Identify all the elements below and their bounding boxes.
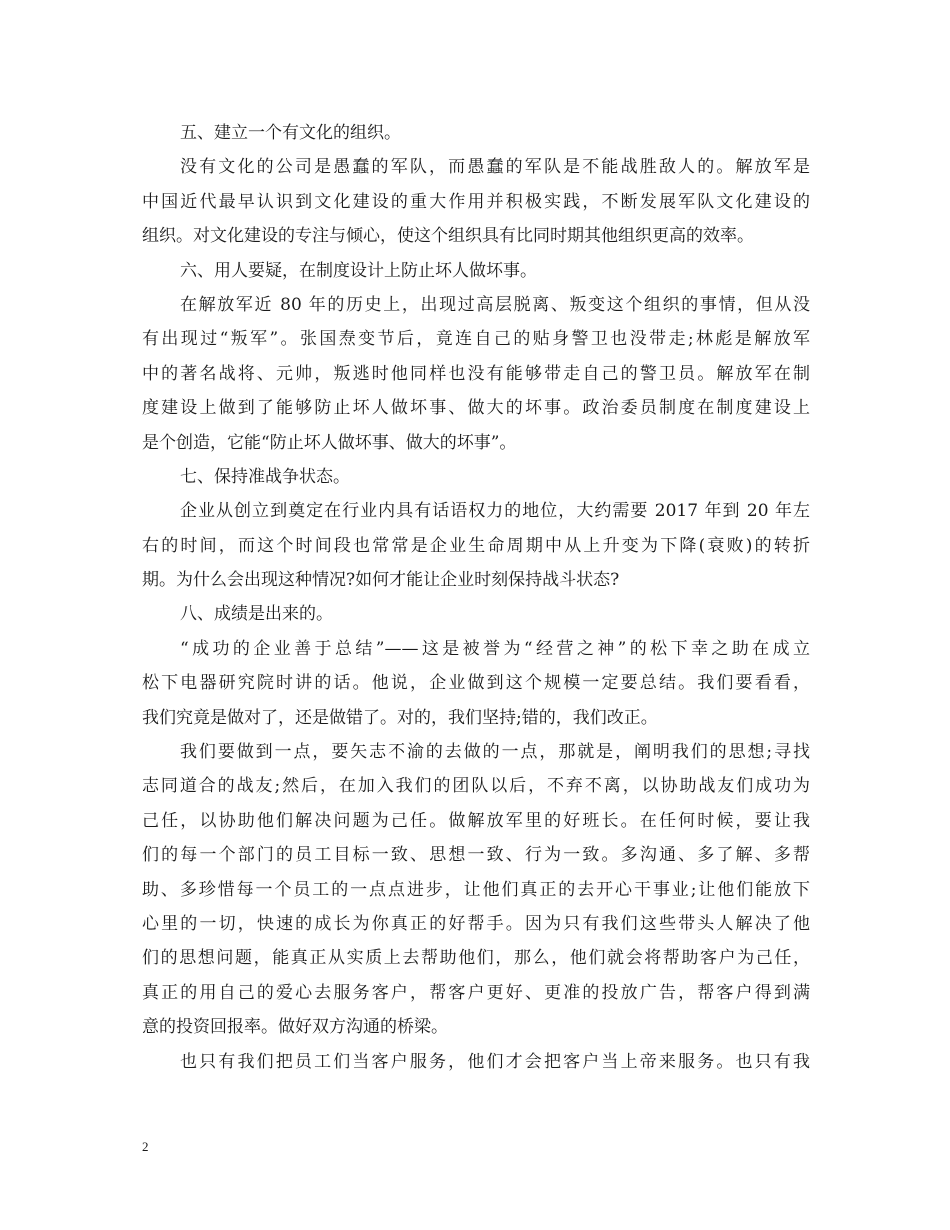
text-line: 组织。对文化建设的专注与倾心，使这个组织具有比同时期其他组织更高的效率。 [142,226,754,247]
text-line: 助、多珍惜每一个员工的一点点进步，让他们真正的去开心干事业;让他们能放下 [142,879,810,900]
text-line: 度建设上做到了能够防止坏人做坏事、做大的坏事。政治委员制度在制度建设上 [142,398,810,419]
text-line: 七、保持准战争状态。 [180,466,350,487]
text-line: 右的时间，而这个时间段也常常是企业生命周期中从上升变为下降(衰败)的转折 [142,535,810,556]
text-line: 六、用人要疑，在制度设计上防止坏人做坏事。 [180,260,537,281]
text-line: 中国近代最早认识到文化建设的重大作用并积极实践，不断发展军队文化建设的 [142,191,810,212]
text-line: 心里的一切，快速的成长为你真正的好帮手。因为只有我们这些带头人解决了他 [142,913,810,934]
text-line: 们的思想问题，能真正从实质上去帮助他们，那么，他们就会将帮助客户为己任， [142,948,810,969]
text-line: 八、成绩是出来的。 [180,604,333,625]
document-body [142,116,810,1079]
text-line: 没有文化的公司是愚蠢的军队，而愚蠢的军队是不能战胜敌人的。解放军是 [180,157,810,178]
text-line: 有出现过“叛军”。张国焘变节后，竟连自己的贴身警卫也没带走;林彪是解放军 [142,329,810,350]
page-number: 2 [142,1139,149,1154]
text-line: 们的每一个部门的员工目标一致、思想一致、行为一致。多沟通、多了解、多帮 [142,845,810,866]
text-line: 是个创造，它能“防止坏人做坏事、做大的坏事”。 [142,432,517,453]
text-line: 在解放军近 80 年的历史上，出现过高层脱离、叛变这个组织的事情，但从没 [180,294,810,315]
text-line: 我们究竟是做对了，还是做错了。对的，我们坚持;错的，我们改正。 [142,707,658,728]
text-line: 志同道合的战友;然后，在加入我们的团队以后，不弃不离，以协助战友们成功为 [142,776,810,797]
text-line: “成功的企业善于总结”——这是被誉为“经营之神”的松下幸之助在成立 [180,638,810,659]
text-line: 己任，以协助他们解决问题为己任。做解放军里的好班长。在任何时候，要让我 [142,810,810,831]
text-line: 五、建立一个有文化的组织。 [180,123,401,143]
text-line: 企业从创立到奠定在行业内具有话语权力的地位，大约需要 2017 年到 20 年左 [180,501,810,522]
text-line: 我们要做到一点，要矢志不渝的去做的一点，那就是，阐明我们的思想;寻找 [180,742,810,763]
text-line: 中的著名战将、元帅，叛逃时他同样也没有能够带走自己的警卫员。解放军在制 [142,363,810,384]
text-line: 意的投资回报率。做好双方沟通的桥梁。 [142,1017,448,1038]
text-line: 期。为什么会出现这种情况?如何才能让企业时刻保持战斗状态? [142,570,620,591]
text-line: 松下电器研究院时讲的话。他说，企业做到这个规模一定要总结。我们要看看， [142,673,810,694]
text-line: 真正的用自己的爱心去服务客户，帮客户更好、更准的投放广告，帮客户得到满 [142,982,810,1003]
text-line: 也只有我们把员工们当客户服务，他们才会把客户当上帝来服务。也只有我 [180,1051,810,1072]
